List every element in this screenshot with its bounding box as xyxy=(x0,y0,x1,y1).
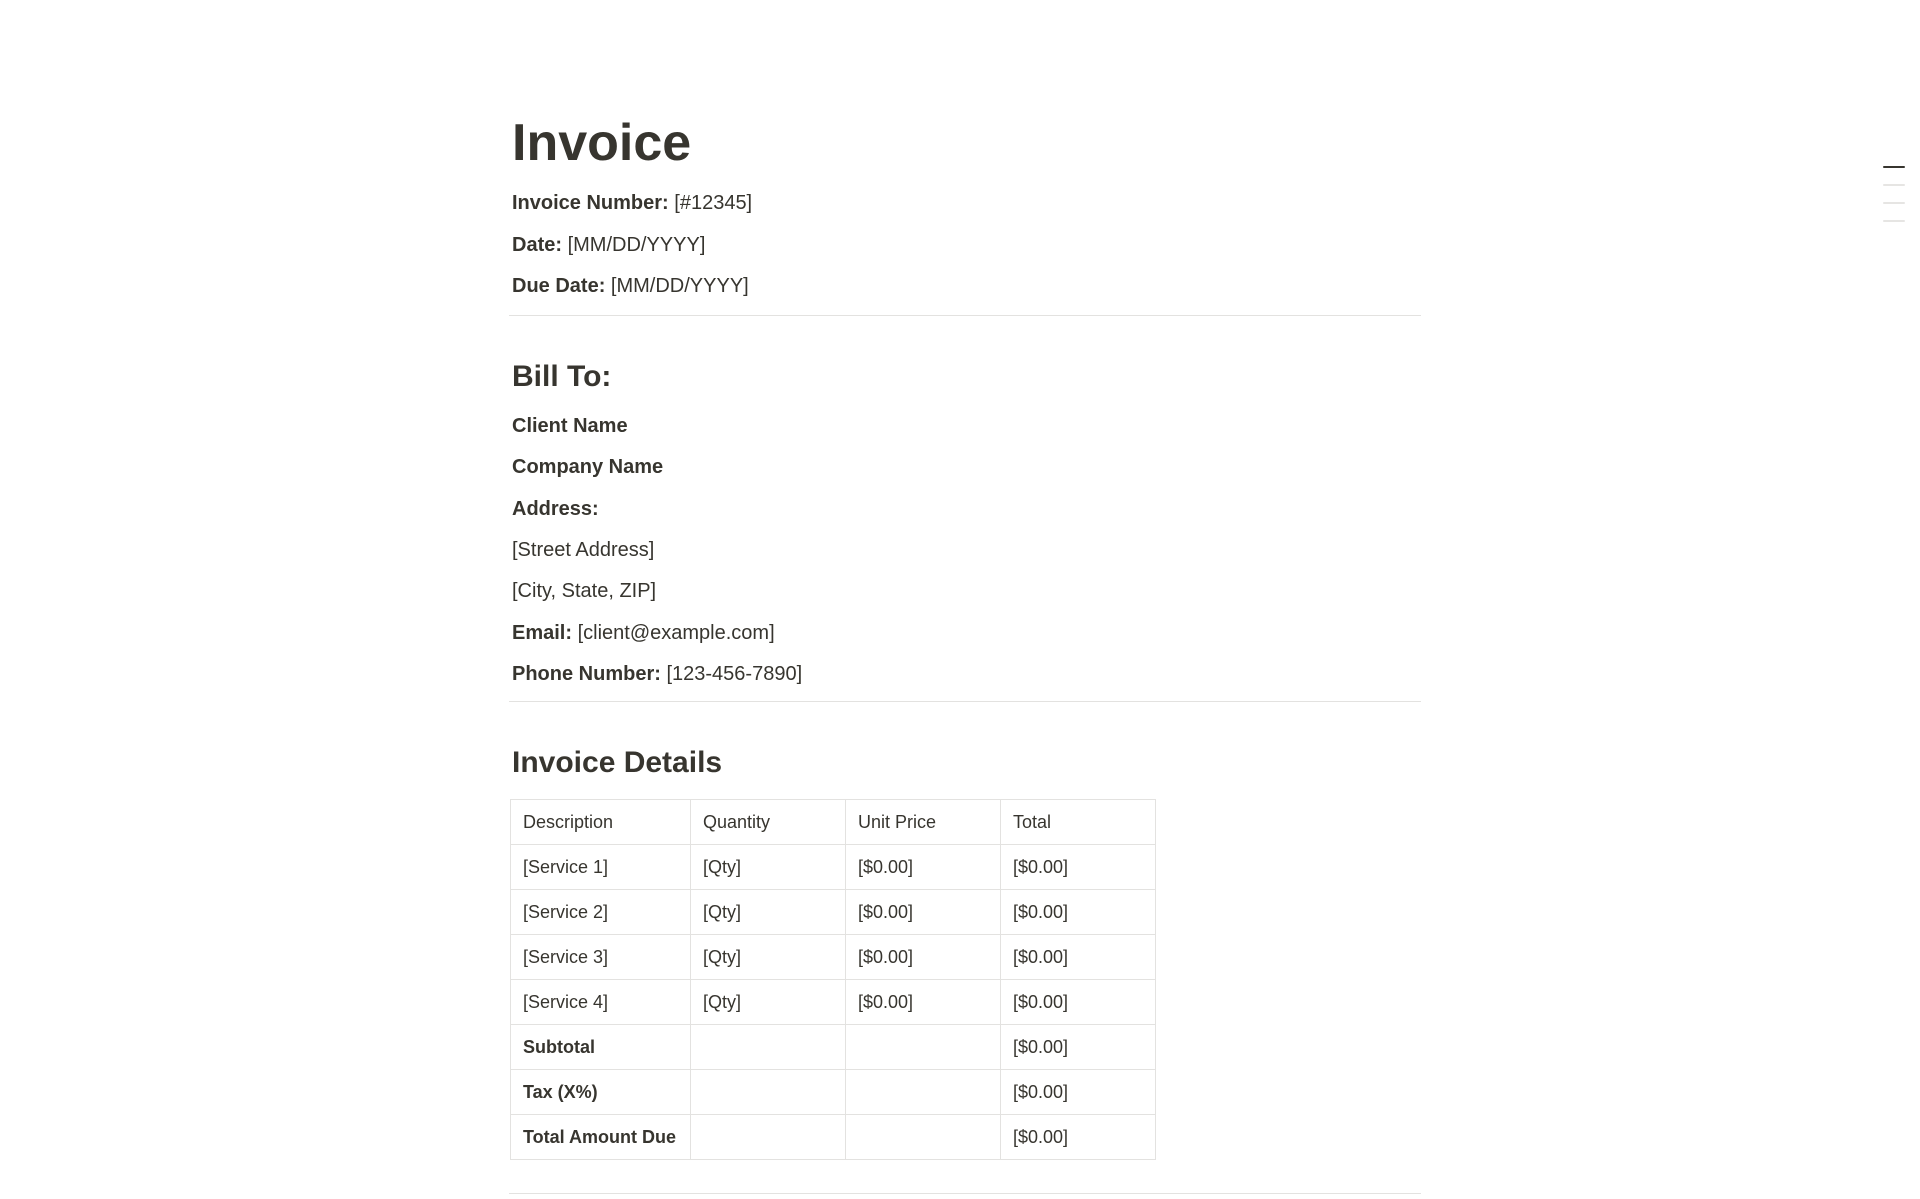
table-cell[interactable]: Total Amount Due xyxy=(511,1115,691,1160)
invoice-number-line xyxy=(512,189,752,217)
tax-row xyxy=(511,1070,1156,1115)
column-header[interactable]: Unit Price xyxy=(846,800,1001,845)
column-header[interactable]: Description xyxy=(511,800,691,845)
table-cell[interactable]: [$0.00] xyxy=(1001,980,1156,1025)
table-cell[interactable]: [$0.00] xyxy=(1001,1115,1156,1160)
client-name xyxy=(512,412,628,440)
table-header-row xyxy=(511,800,1156,845)
table-cell[interactable] xyxy=(846,1115,1001,1160)
phone-line xyxy=(512,660,802,688)
table-cell[interactable]: [Qty] xyxy=(691,980,846,1025)
table-cell[interactable]: [Service 4] xyxy=(511,980,691,1025)
address-label-line xyxy=(512,495,599,523)
total-amount-due-row xyxy=(511,1115,1156,1160)
city-state-zip xyxy=(512,577,656,605)
table-cell[interactable] xyxy=(691,1115,846,1160)
phone-value: [123-456-7890] xyxy=(666,663,803,685)
table-cell[interactable]: [$0.00] xyxy=(1001,845,1156,890)
table-cell[interactable]: Tax (X%) xyxy=(511,1070,691,1115)
email-label: Email: xyxy=(512,622,573,644)
table-cell[interactable]: [$0.00] xyxy=(1001,1070,1156,1115)
company-name xyxy=(512,453,663,481)
divider xyxy=(509,1193,1421,1194)
table-of-contents-icon[interactable] xyxy=(1883,166,1905,238)
table-cell[interactable]: [$0.00] xyxy=(846,890,1001,935)
street-address xyxy=(512,536,654,564)
table-cell[interactable]: [Qty] xyxy=(691,845,846,890)
phone-label: Phone Number: xyxy=(512,663,661,685)
invoice-details-heading: Invoice Details xyxy=(512,746,723,779)
city-state-zip-text: [City, State, ZIP] xyxy=(512,580,657,602)
date-label: Date: xyxy=(512,234,563,256)
table-row xyxy=(511,845,1156,890)
table-cell[interactable]: [$0.00] xyxy=(1001,935,1156,980)
column-header[interactable]: Total xyxy=(1001,800,1156,845)
toc-item[interactable] xyxy=(1883,202,1905,204)
invoice-details-table xyxy=(510,799,1156,1160)
due-date-value: [MM/DD/YYYY] xyxy=(610,275,749,297)
date-line xyxy=(512,231,705,259)
date-value: [MM/DD/YYYY] xyxy=(567,234,706,256)
table-cell[interactable]: [Service 2] xyxy=(511,890,691,935)
street-address-text: [Street Address] xyxy=(512,539,655,561)
table-row xyxy=(511,890,1156,935)
table-cell[interactable] xyxy=(691,1025,846,1070)
page-title: Invoice xyxy=(512,114,692,172)
column-header[interactable]: Quantity xyxy=(691,800,846,845)
due-date-line xyxy=(512,272,749,300)
table-cell[interactable]: [$0.00] xyxy=(1001,890,1156,935)
toc-item[interactable] xyxy=(1883,220,1905,222)
divider xyxy=(509,315,1421,316)
client-name-text: Client Name xyxy=(512,415,628,437)
divider xyxy=(509,701,1421,702)
table-cell[interactable] xyxy=(846,1025,1001,1070)
due-date-label: Due Date: xyxy=(512,275,606,297)
table-cell[interactable]: Subtotal xyxy=(511,1025,691,1070)
table-cell[interactable]: [Qty] xyxy=(691,935,846,980)
invoice-number-label: Invoice Number: xyxy=(512,192,669,214)
invoice-number-value: [#12345] xyxy=(674,192,753,214)
toc-item[interactable] xyxy=(1883,184,1905,186)
company-name-text: Company Name xyxy=(512,456,664,478)
table-cell[interactable]: [$0.00] xyxy=(1001,1025,1156,1070)
table-cell[interactable]: [Service 1] xyxy=(511,845,691,890)
table-cell[interactable] xyxy=(691,1070,846,1115)
bill-to-heading: Bill To: xyxy=(512,360,612,393)
address-label: Address: xyxy=(512,498,599,520)
toc-item[interactable] xyxy=(1883,166,1905,168)
subtotal-row xyxy=(511,1025,1156,1070)
table-cell[interactable]: [$0.00] xyxy=(846,935,1001,980)
table-cell[interactable]: [$0.00] xyxy=(846,980,1001,1025)
table-cell[interactable]: [Service 3] xyxy=(511,935,691,980)
table-cell[interactable]: [$0.00] xyxy=(846,845,1001,890)
table-cell[interactable]: [Qty] xyxy=(691,890,846,935)
table-cell[interactable] xyxy=(846,1070,1001,1115)
email-value: [client@example.com] xyxy=(577,622,775,644)
email-line xyxy=(512,619,775,647)
table-row xyxy=(511,935,1156,980)
table-row xyxy=(511,980,1156,1025)
